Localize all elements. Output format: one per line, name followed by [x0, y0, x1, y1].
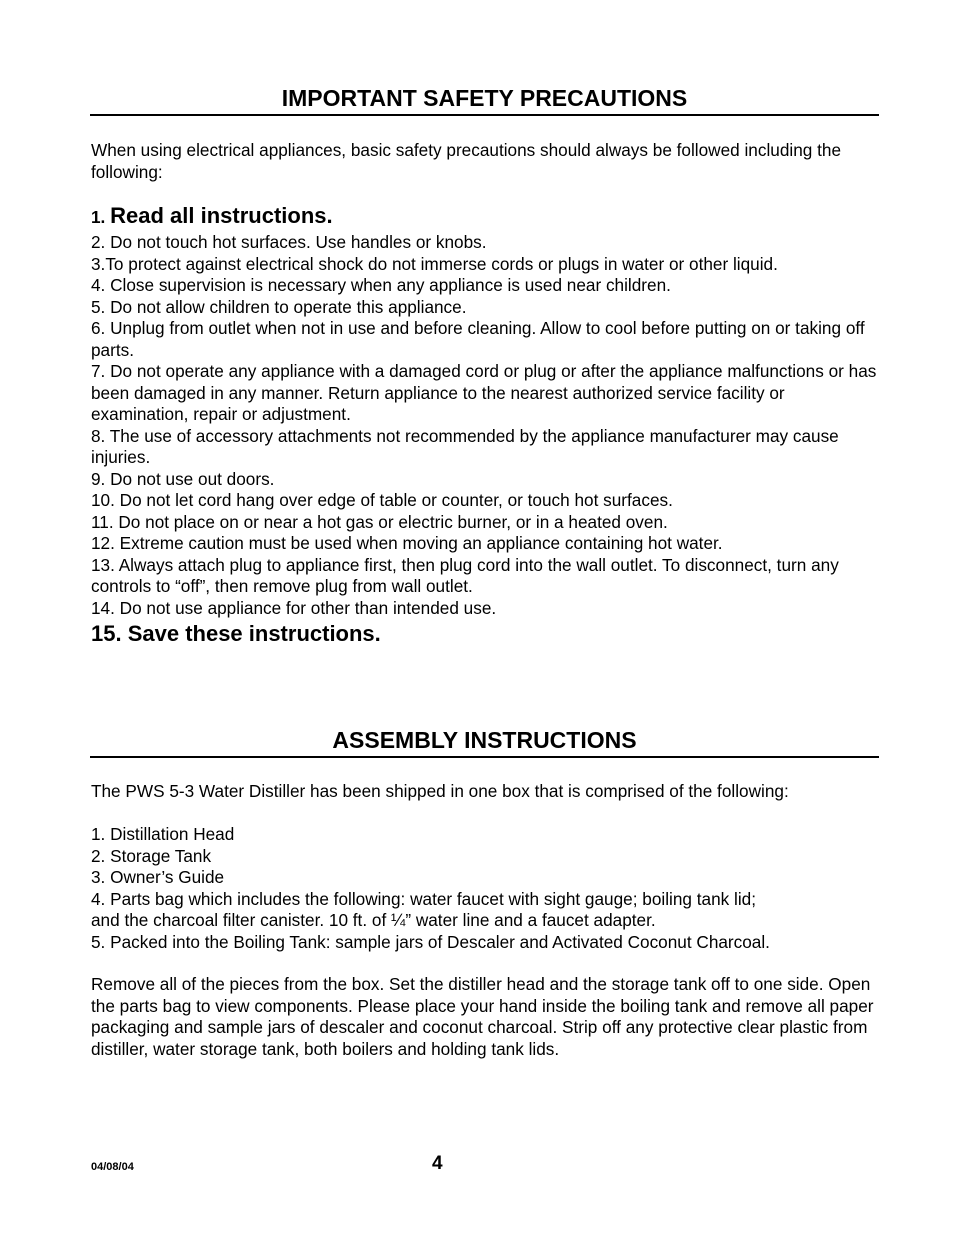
safety-item-1 — [91, 205, 886, 229]
safety-intro: When using electrical appliances, basic safety precautions should always be followed including the following: — [91, 140, 841, 182]
safety-item: 13. Always attach plug to appliance first, then plug cord into the wall outlet. To disconnect, turn any controls to “off”, then remove plug from wall outlet. — [91, 554, 839, 596]
safety-item: 2. Do not touch hot surfaces. Use handles or knobs. — [91, 232, 487, 252]
safety-item-1-number: 1. — [91, 207, 106, 227]
safety-item-1-text: Read all instructions. — [110, 203, 333, 228]
assembly-list-item: 1. Distillation Head — [91, 824, 235, 844]
safety-item: 8. The use of accessory attachments not recommended by the appliance manufacturer may cause injuries. — [91, 425, 839, 467]
safety-item: 7. Do not operate any appliance with a damaged cord or plug or after the appliance malfunctions or has been damaged in any manner. Return appliance to the nearest authorized service facility or examination, repair or adjustment. — [91, 361, 877, 424]
safety-item: 9. Do not use out doors. — [91, 468, 275, 489]
assembly-list-item: 4. Parts bag which includes the following: water faucet with sight gauge; boiling tank lid; — [91, 888, 756, 909]
assembly-intro: The PWS 5-3 Water Distiller has been shipped in one box that is comprised of the following: — [91, 781, 789, 801]
safety-item: 14. Do not use appliance for other than intended use. — [91, 598, 497, 618]
safety-item-15: 15. Save these instructions. — [91, 621, 381, 646]
assembly-list-item: 3. Owner’s Guide — [91, 867, 225, 887]
assembly-list-item: and the charcoal filter canister. 10 ft. of ¼” water line and a faucet adapter. — [91, 910, 656, 930]
safety-item: 10. Do not let cord hang over edge of table or counter, or touch hot surfaces. — [91, 490, 673, 510]
safety-item: 5. Do not allow children to operate this appliance. — [91, 296, 467, 317]
safety-heading: IMPORTANT SAFETY PRECAUTIONS — [90, 85, 879, 116]
safety-item: 6. Unplug from outlet when not in use and before cleaning. Allow to cool before putting on or taking off parts. — [91, 318, 865, 360]
assembly-closing-paragraph: Remove all of the pieces from the box. Set the distiller head and the storage tank off to one side. Open the parts bag to view components. Please place your hand inside the boiling tank and remove all paper packaging and sample jars of descaler and coconut charcoal. Strip off any protective clear plastic from distiller, water storage tank, both boilers and holding tank lids. — [91, 974, 874, 1059]
safety-item: 3.To protect against electrical shock do not immerse cords or plugs in water or other liquid. — [91, 253, 778, 274]
assembly-list-item: 5. Packed into the Boiling Tank: sample jars of Descaler and Activated Coconut Charcoal. — [91, 931, 770, 952]
safety-item: 4. Close supervision is necessary when any appliance is used near children. — [91, 275, 671, 295]
safety-item: 11. Do not place on or near a hot gas or electric burner, or in a heated oven. — [91, 511, 668, 532]
safety-item: 12. Extreme caution must be used when moving an appliance containing hot water. — [91, 533, 723, 553]
assembly-list-item: 2. Storage Tank — [91, 845, 212, 866]
assembly-heading: ASSEMBLY INSTRUCTIONS — [90, 727, 879, 758]
page-number: 4 — [432, 1153, 443, 1174]
footer-date: 04/08/04 — [91, 1161, 134, 1173]
